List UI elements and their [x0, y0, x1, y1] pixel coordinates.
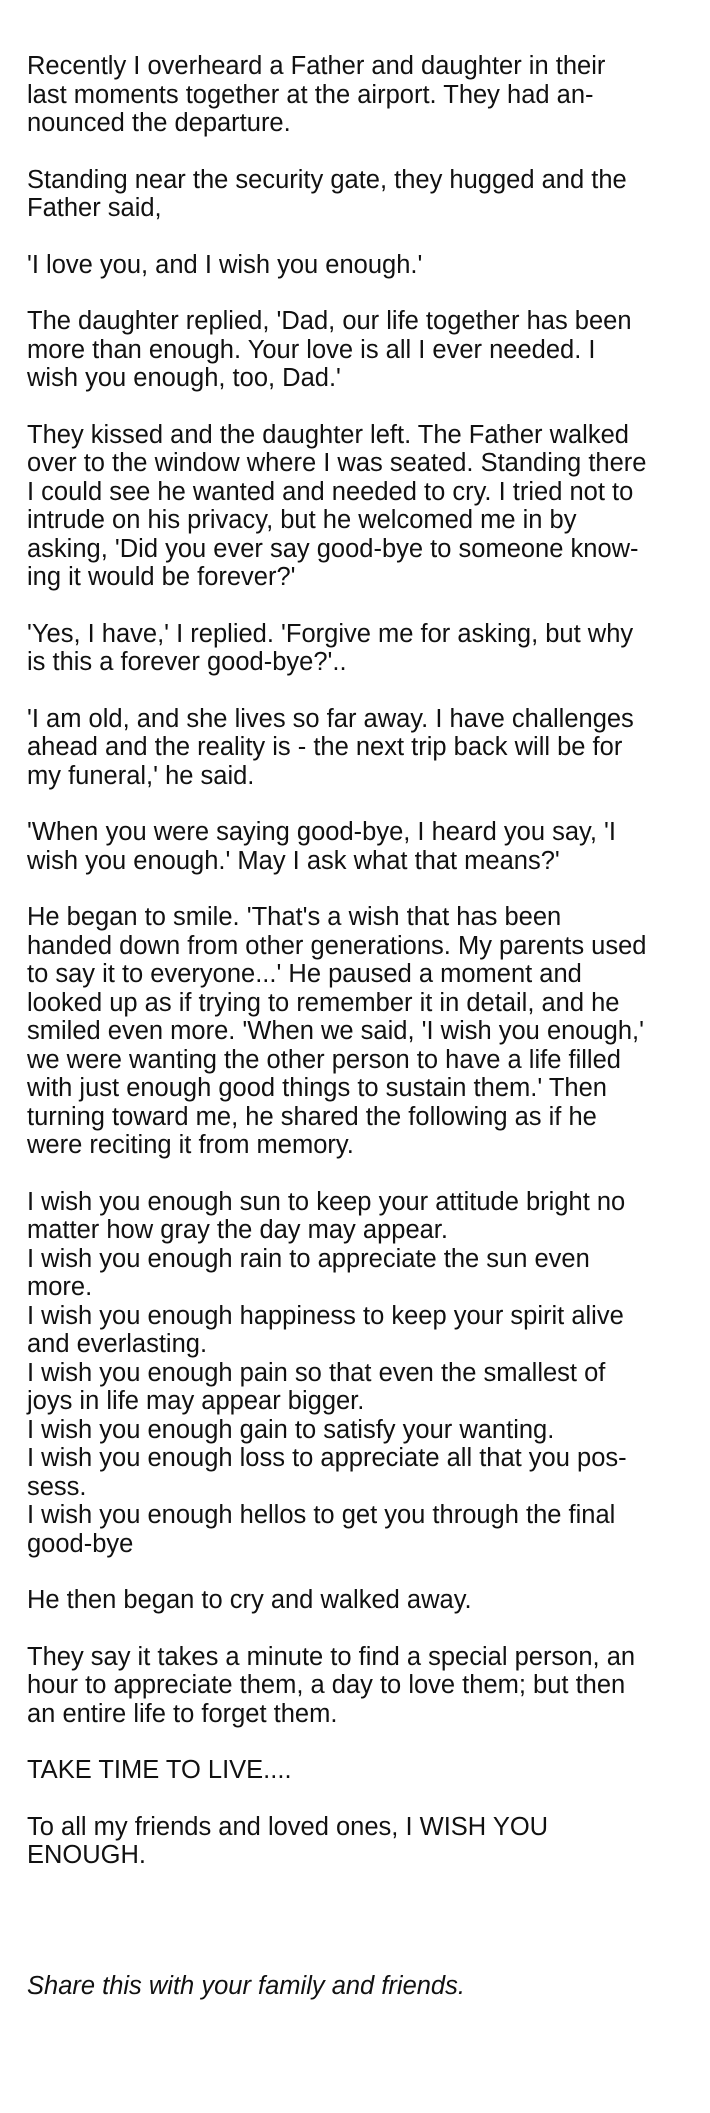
text-line: wish you enough, too, Dad.'	[27, 364, 341, 392]
text-line: an entire life to forget them.	[27, 1699, 338, 1728]
story-paragraph	[27, 1188, 697, 1559]
story-paragraph	[27, 1643, 697, 1729]
text-line: I wish you enough loss to appreciate all that you pos-	[27, 1444, 627, 1472]
text-line: to say it to everyone...' He paused a moment and	[27, 960, 582, 988]
text-line: sess.	[27, 1472, 87, 1501]
text-line: ing it would be forever?'	[27, 563, 296, 591]
text-line: handed down from other generations. My parents used	[27, 931, 647, 960]
story-paragraph	[27, 307, 697, 393]
text-line: Standing near the security gate, they hugged and the	[27, 165, 627, 194]
text-line: were reciting it from memory.	[27, 1131, 354, 1159]
text-line: wish you enough.' May I ask what that means?'	[27, 846, 560, 875]
story-paragraph	[27, 903, 697, 1160]
text-line: I wish you enough hellos to get you through the final	[27, 1501, 616, 1529]
text-line: nounced the departure.	[27, 109, 291, 137]
text-line: smiled even more. 'When we said, 'I wish you enough,'	[27, 1017, 644, 1045]
story-paragraph	[27, 52, 697, 138]
text-line: They say it takes a minute to find a special person, an	[27, 1642, 636, 1671]
text-line: last moments together at the airport. They had an-	[27, 80, 594, 109]
text-line: looked up as if trying to remember it in detail, and he	[27, 988, 620, 1017]
text-line: They kissed and the daughter left. The Father walked	[27, 420, 629, 449]
text-line: To all my friends and loved ones, I WISH YOU	[27, 1812, 549, 1841]
story-paragraph	[27, 421, 697, 592]
story-body	[27, 52, 697, 1870]
text-line: more.	[27, 1273, 93, 1301]
text-line: asking, 'Did you ever say good-bye to someone know-	[27, 534, 639, 563]
text-line: TAKE TIME TO LIVE....	[27, 1756, 292, 1784]
text-line: intrude on his privacy, but he welcomed me in by	[27, 506, 577, 534]
text-line: my funeral,' he said.	[27, 761, 255, 790]
text-line: ahead and the reality is - the next trip back will be for	[27, 733, 623, 761]
text-line: 'Yes, I have,' I replied. 'Forgive me for asking, but why	[27, 619, 634, 648]
story-paragraph	[27, 1756, 697, 1785]
text-line: we were wanting the other person to have a life filled	[27, 1045, 621, 1074]
text-line: good-bye	[27, 1529, 134, 1558]
text-line: Recently I overheard a Father and daughter in their	[27, 52, 606, 80]
text-line: with just enough good things to sustain them.' Then	[27, 1074, 607, 1102]
text-line: I wish you enough sun to keep your attitude bright no	[27, 1187, 626, 1216]
story-paragraph	[27, 818, 697, 875]
share-signoff: Share this with your family and friends.	[27, 1971, 465, 2000]
text-line: The daughter replied, 'Dad, our life together has been	[27, 307, 632, 335]
text-line: ENOUGH.	[27, 1841, 147, 1869]
text-line: 'I love you, and I wish you enough.'	[27, 250, 423, 279]
story-paragraph	[27, 705, 697, 791]
story-paragraph	[27, 251, 697, 280]
text-line: hour to appreciate them, a day to love them; but then	[27, 1671, 626, 1699]
text-line: I wish you enough gain to satisfy your wanting.	[27, 1415, 555, 1444]
text-line: is this a forever good-bye?'..	[27, 648, 347, 676]
text-line: more than enough. Your love is all I ever needed. I	[27, 335, 596, 364]
text-line: turning toward me, he shared the following as if he	[27, 1102, 597, 1131]
text-line: He then began to cry and walked away.	[27, 1586, 472, 1614]
text-line: 'When you were saying good-bye, I heard you say, 'I	[27, 818, 617, 846]
text-line: 'I am old, and she lives so far away. I have challenges	[27, 704, 634, 733]
text-line: I wish you enough happiness to keep your spirit alive	[27, 1301, 624, 1330]
text-line: I wish you enough rain to appreciate the sun even	[27, 1244, 590, 1273]
text-line: I could see he wanted and needed to cry. I tried not to	[27, 477, 634, 506]
story-document	[27, 52, 697, 2026]
text-line: He began to smile. 'That's a wish that has been	[27, 903, 562, 931]
text-line: over to the window where I was seated. Standing there	[27, 449, 647, 477]
text-line: and everlasting.	[27, 1330, 208, 1358]
text-line: I wish you enough pain so that even the smallest of	[27, 1358, 606, 1387]
text-line: joys in life may appear bigger.	[27, 1387, 365, 1415]
story-paragraph	[27, 1586, 697, 1615]
story-paragraph	[27, 166, 697, 223]
text-line: matter how gray the day may appear.	[27, 1216, 448, 1244]
text-line: Father said,	[27, 194, 162, 222]
story-paragraph	[27, 1813, 697, 1870]
story-paragraph	[27, 620, 697, 677]
